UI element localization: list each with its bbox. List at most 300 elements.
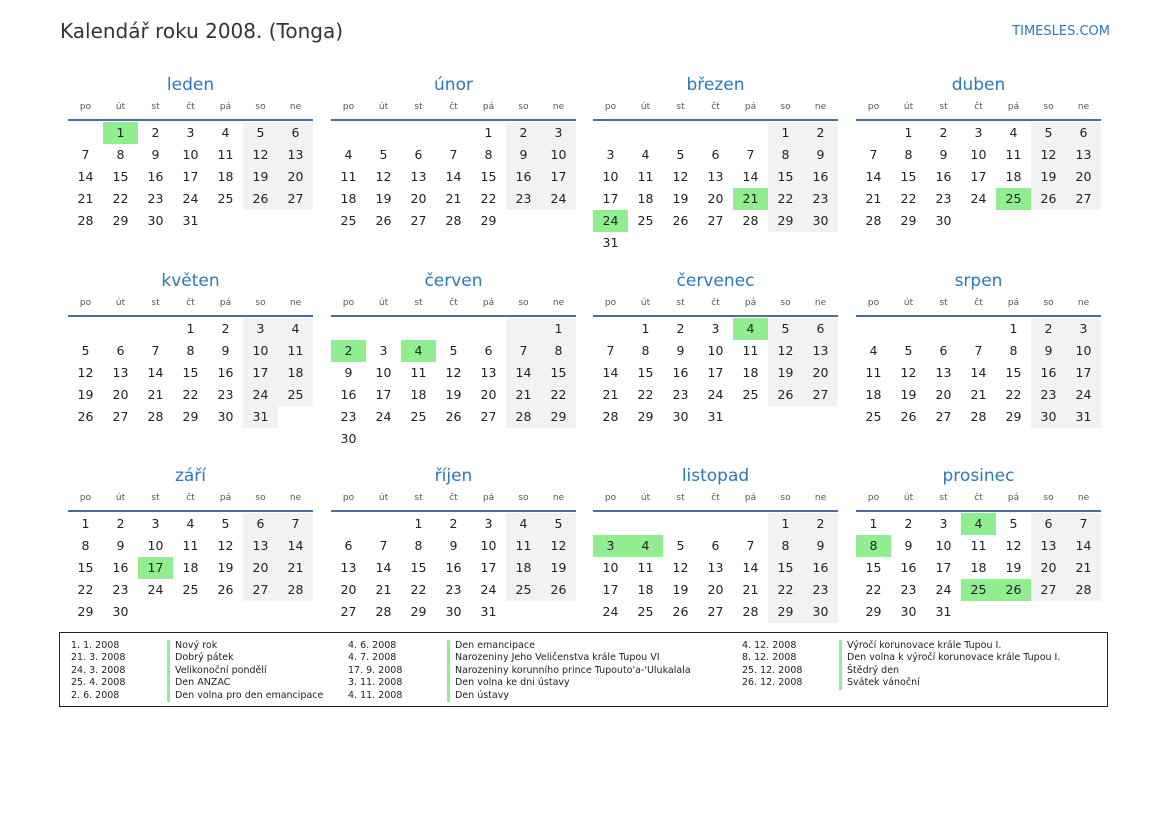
day-cell: 21	[375, 582, 392, 597]
day-cell: 8	[484, 147, 493, 162]
day-cell: 24	[182, 191, 199, 206]
holiday-date: 3. 11. 2008	[348, 677, 403, 689]
empty-day-cell	[208, 210, 243, 232]
day-cell: 15	[410, 560, 427, 575]
weekday-label: so	[255, 298, 266, 308]
day-cell: 31	[707, 409, 724, 424]
day-cell: 18	[182, 560, 199, 575]
day-cell: 10	[1066, 340, 1101, 362]
weekday-label: po	[604, 102, 617, 112]
holiday-date: 17. 9. 2008	[348, 664, 403, 676]
month-10	[331, 464, 576, 623]
empty-day-cell	[663, 122, 698, 144]
month-name: červen	[424, 271, 483, 291]
holiday-day-cell: 4	[628, 535, 663, 557]
empty-day-cell	[996, 210, 1031, 232]
empty-day-cell	[961, 210, 996, 232]
day-cell: 6	[1066, 122, 1101, 144]
day-cell: 27	[480, 409, 497, 424]
day-cell: 29	[865, 604, 882, 619]
weekday-label: so	[780, 493, 791, 503]
day-cell: 14	[602, 365, 619, 380]
day-cell: 15	[768, 557, 803, 579]
day-cell: 1	[414, 516, 423, 531]
day-cell: 29	[410, 604, 427, 619]
empty-day-cell	[856, 318, 891, 340]
empty-day-cell	[366, 513, 401, 535]
day-cell: 21	[865, 191, 882, 206]
day-cell: 3	[606, 147, 615, 162]
day-cell: 11	[278, 340, 313, 362]
day-cell: 16	[803, 557, 838, 579]
day-cell: 7	[379, 538, 388, 553]
month-5	[68, 269, 313, 428]
day-cell: 27	[707, 604, 724, 619]
day-cell: 5	[768, 318, 803, 340]
day-cell: 27	[243, 579, 278, 601]
day-cell: 15	[865, 560, 882, 575]
day-cell: 20	[243, 557, 278, 579]
holiday-name: Výročí korunovace krále Tupou I.	[839, 640, 1001, 652]
weekday-label: čt	[974, 102, 983, 112]
day-cell: 5	[243, 122, 278, 144]
weekday-label: ne	[289, 298, 302, 308]
day-cell: 3	[243, 318, 278, 340]
day-cell: 30	[112, 604, 129, 619]
day-cell: 3	[484, 516, 493, 531]
day-cell: 25	[742, 387, 759, 402]
holiday-date: 4. 6. 2008	[348, 640, 397, 651]
day-cell: 28	[506, 406, 541, 428]
holiday-day-cell: 4	[961, 513, 996, 535]
weekday-label: po	[867, 298, 880, 308]
empty-day-cell	[698, 122, 733, 144]
day-cell: 13	[410, 169, 427, 184]
day-cell: 5	[676, 147, 685, 162]
weekday-label: ne	[1077, 102, 1090, 112]
weekday-label: pá	[1007, 102, 1020, 112]
empty-day-cell	[278, 210, 313, 232]
day-cell: 8	[641, 343, 650, 358]
day-cell: 2	[151, 125, 160, 140]
day-cell: 9	[449, 538, 458, 553]
day-cell: 12	[217, 538, 234, 553]
day-grid	[593, 122, 838, 254]
day-cell: 1	[541, 318, 576, 340]
weekday-label: ne	[289, 493, 302, 503]
holiday-day-cell: 3	[593, 535, 628, 557]
day-cell: 7	[278, 513, 313, 535]
day-cell: 27	[1066, 188, 1101, 210]
day-cell: 2	[803, 122, 838, 144]
holiday-name: Den ústavy	[447, 690, 509, 702]
page-title: Kalendář roku 2008. (Tonga)	[60, 19, 344, 43]
weekday-header	[856, 293, 1101, 317]
month-name: listopad	[681, 466, 750, 486]
day-cell: 29	[480, 213, 497, 228]
month-8	[856, 269, 1101, 428]
day-cell: 14	[970, 365, 987, 380]
day-cell: 28	[375, 604, 392, 619]
weekday-header	[856, 488, 1101, 512]
day-cell: 31	[480, 604, 497, 619]
weekday-header	[593, 488, 838, 512]
day-cell: 11	[1005, 147, 1022, 162]
day-cell: 5	[541, 513, 576, 535]
day-cell: 10	[970, 147, 987, 162]
day-cell: 30	[340, 431, 357, 446]
day-cell: 22	[112, 191, 129, 206]
day-cell: 23	[340, 409, 357, 424]
month-name: říjen	[434, 466, 473, 486]
day-cell: 24	[935, 582, 952, 597]
day-cell: 13	[278, 144, 313, 166]
empty-day-cell	[961, 318, 996, 340]
weekday-label: út	[640, 102, 651, 112]
day-cell: 5	[1009, 516, 1018, 531]
holiday-day-cell: 17	[138, 557, 173, 579]
empty-day-cell	[401, 318, 436, 340]
day-cell: 11	[970, 538, 987, 553]
day-cell: 5	[221, 516, 230, 531]
day-cell: 26	[375, 213, 392, 228]
day-cell: 6	[1031, 513, 1066, 535]
day-cell: 1	[81, 516, 90, 531]
day-cell: 16	[445, 560, 462, 575]
day-cell: 19	[672, 191, 689, 206]
day-cell: 17	[243, 362, 278, 384]
day-grid	[856, 513, 1101, 623]
day-cell: 9	[904, 538, 913, 553]
day-cell: 21	[506, 384, 541, 406]
day-cell: 29	[768, 210, 803, 232]
day-cell: 30	[672, 409, 689, 424]
day-cell: 27	[935, 409, 952, 424]
empty-day-cell	[278, 406, 313, 428]
day-cell: 26	[445, 409, 462, 424]
day-cell: 10	[243, 340, 278, 362]
day-cell: 23	[935, 191, 952, 206]
day-cell: 5	[904, 343, 913, 358]
weekday-label: st	[939, 102, 948, 112]
day-cell: 13	[1066, 144, 1101, 166]
day-cell: 6	[484, 343, 493, 358]
day-cell: 13	[243, 535, 278, 557]
day-cell: 4	[344, 147, 353, 162]
weekday-label: út	[903, 298, 914, 308]
empty-day-cell	[593, 318, 628, 340]
day-cell: 2	[449, 516, 458, 531]
day-cell: 24	[375, 409, 392, 424]
weekday-label: ne	[814, 102, 827, 112]
day-cell: 18	[410, 387, 427, 402]
day-grid	[856, 318, 1101, 428]
day-cell: 31	[935, 604, 952, 619]
empty-day-cell	[961, 601, 996, 623]
day-cell: 14	[865, 169, 882, 184]
day-cell: 29	[182, 409, 199, 424]
weekday-header	[331, 97, 576, 121]
empty-day-cell	[506, 318, 541, 340]
day-cell: 22	[900, 191, 917, 206]
weekday-label: pá	[219, 298, 232, 308]
weekday-label: st	[414, 493, 423, 503]
day-grid	[68, 318, 313, 428]
day-cell: 8	[541, 340, 576, 362]
day-cell: 24	[602, 604, 619, 619]
day-cell: 8	[904, 147, 913, 162]
holiday-day-cell: 2	[331, 340, 366, 362]
day-cell: 16	[340, 387, 357, 402]
day-cell: 11	[217, 147, 234, 162]
day-cell: 16	[1031, 362, 1066, 384]
day-cell: 12	[768, 340, 803, 362]
weekday-label: út	[378, 102, 389, 112]
day-cell: 5	[1031, 122, 1066, 144]
holiday-name: Dobrý pátek	[167, 652, 234, 664]
holiday-date: 26. 12. 2008	[742, 677, 803, 689]
day-cell: 3	[186, 125, 195, 140]
empty-day-cell	[541, 210, 576, 232]
day-cell: 9	[1031, 340, 1066, 362]
day-cell: 8	[81, 538, 90, 553]
weekday-label: po	[604, 298, 617, 308]
weekday-label: st	[676, 102, 685, 112]
weekday-label: čt	[449, 493, 458, 503]
day-cell: 26	[1031, 188, 1066, 210]
weekday-label: st	[151, 298, 160, 308]
weekday-label: pá	[482, 493, 495, 503]
day-cell: 25	[637, 604, 654, 619]
day-cell: 14	[742, 169, 759, 184]
weekday-label: st	[676, 298, 685, 308]
weekday-header	[331, 293, 576, 317]
day-cell: 13	[707, 560, 724, 575]
day-cell: 26	[900, 409, 917, 424]
weekday-label: pá	[219, 493, 232, 503]
holiday-legend	[59, 632, 1108, 707]
day-cell: 4	[1009, 125, 1018, 140]
day-cell: 27	[1031, 579, 1066, 601]
day-cell: 13	[935, 365, 952, 380]
day-cell: 1	[641, 321, 650, 336]
day-cell: 23	[445, 582, 462, 597]
day-cell: 28	[147, 409, 164, 424]
holiday-date: 25. 12. 2008	[742, 664, 803, 676]
empty-day-cell	[768, 406, 803, 428]
day-cell: 22	[410, 582, 427, 597]
day-cell: 20	[707, 582, 724, 597]
weekday-label: so	[518, 493, 529, 503]
empty-day-cell	[593, 513, 628, 535]
empty-day-cell	[278, 601, 313, 623]
holiday-date: 2. 6. 2008	[71, 689, 120, 701]
weekday-label: út	[115, 102, 126, 112]
empty-day-cell	[331, 318, 366, 340]
weekday-label: čt	[186, 102, 195, 112]
empty-day-cell	[803, 232, 838, 254]
month-name: leden	[166, 75, 215, 95]
day-cell: 28	[445, 213, 462, 228]
day-cell: 18	[742, 365, 759, 380]
day-cell: 3	[379, 343, 388, 358]
day-cell: 18	[637, 582, 654, 597]
site-link[interactable]: TIMESLES.COM	[1012, 24, 1110, 39]
day-cell: 10	[480, 538, 497, 553]
empty-day-cell	[733, 406, 768, 428]
day-cell: 27	[707, 213, 724, 228]
day-cell: 21	[602, 387, 619, 402]
day-cell: 28	[278, 579, 313, 601]
weekday-label: st	[151, 102, 160, 112]
holiday-name: Den volna ke dni ústavy	[447, 677, 570, 689]
weekday-header	[331, 488, 576, 512]
day-cell: 29	[112, 213, 129, 228]
weekday-label: st	[414, 298, 423, 308]
day-cell: 9	[506, 144, 541, 166]
day-cell: 1	[1009, 321, 1018, 336]
day-cell: 19	[77, 387, 94, 402]
day-cell: 26	[217, 582, 234, 597]
holiday-date: 4. 7. 2008	[348, 652, 397, 664]
day-cell: 17	[935, 560, 952, 575]
day-cell: 24	[707, 387, 724, 402]
day-cell: 20	[1031, 557, 1066, 579]
day-cell: 11	[182, 538, 199, 553]
day-cell: 20	[410, 191, 427, 206]
holiday-date: 24. 3. 2008	[71, 664, 126, 676]
day-cell: 21	[278, 557, 313, 579]
day-cell: 12	[541, 535, 576, 557]
day-cell: 9	[221, 343, 230, 358]
month-4	[856, 73, 1101, 232]
day-cell: 14	[445, 169, 462, 184]
empty-day-cell	[733, 513, 768, 535]
day-cell: 31	[243, 406, 278, 428]
day-cell: 15	[1005, 365, 1022, 380]
day-cell: 4	[641, 147, 650, 162]
empty-day-cell	[628, 122, 663, 144]
day-cell: 23	[803, 188, 838, 210]
day-cell: 17	[602, 191, 619, 206]
day-cell: 19	[375, 191, 392, 206]
weekday-label: čt	[974, 493, 983, 503]
empty-day-cell	[366, 122, 401, 144]
weekday-label: po	[867, 493, 880, 503]
day-cell: 12	[375, 169, 392, 184]
day-cell: 5	[81, 343, 90, 358]
day-cell: 8	[186, 343, 195, 358]
day-cell: 8	[414, 538, 423, 553]
weekday-label: po	[342, 102, 355, 112]
empty-day-cell	[768, 232, 803, 254]
day-cell: 19	[1031, 166, 1066, 188]
day-cell: 29	[77, 604, 94, 619]
day-cell: 22	[182, 387, 199, 402]
day-cell: 12	[672, 169, 689, 184]
day-cell: 12	[672, 560, 689, 575]
weekday-header	[593, 97, 838, 121]
day-cell: 1	[869, 516, 878, 531]
empty-day-cell	[366, 428, 401, 450]
empty-day-cell	[628, 232, 663, 254]
day-cell: 25	[217, 191, 234, 206]
day-cell: 27	[410, 213, 427, 228]
day-cell: 3	[1066, 318, 1101, 340]
day-cell: 25	[182, 582, 199, 597]
day-cell: 23	[147, 191, 164, 206]
day-cell: 2	[506, 122, 541, 144]
weekday-label: so	[1043, 493, 1054, 503]
day-cell: 7	[1066, 513, 1101, 535]
empty-day-cell	[1066, 601, 1101, 623]
day-cell: 28	[77, 213, 94, 228]
empty-day-cell	[471, 318, 506, 340]
day-cell: 6	[278, 122, 313, 144]
day-cell: 22	[480, 191, 497, 206]
day-cell: 19	[541, 557, 576, 579]
day-cell: 14	[77, 169, 94, 184]
day-cell: 1	[484, 125, 493, 140]
day-cell: 4	[278, 318, 313, 340]
weekday-label: po	[79, 493, 92, 503]
day-cell: 9	[803, 144, 838, 166]
weekday-label: ne	[552, 298, 565, 308]
holiday-day-cell: 26	[996, 579, 1031, 601]
day-cell: 28	[1066, 579, 1101, 601]
day-cell: 19	[768, 362, 803, 384]
empty-day-cell	[1031, 210, 1066, 232]
empty-day-cell	[138, 318, 173, 340]
holiday-day-cell: 25	[996, 188, 1031, 210]
day-cell: 21	[445, 191, 462, 206]
day-cell: 26	[243, 188, 278, 210]
day-cell: 30	[803, 210, 838, 232]
holiday-name: Den volna pro den emancipace	[167, 690, 323, 702]
holiday-date: 25. 4. 2008	[71, 677, 126, 689]
day-cell: 20	[707, 191, 724, 206]
day-cell: 27	[340, 604, 357, 619]
day-cell: 12	[243, 144, 278, 166]
day-cell: 28	[865, 213, 882, 228]
day-cell: 6	[803, 318, 838, 340]
day-cell: 11	[865, 365, 882, 380]
day-cell: 11	[637, 169, 654, 184]
day-cell: 20	[112, 387, 129, 402]
empty-day-cell	[698, 232, 733, 254]
weekday-label: po	[604, 493, 617, 503]
holiday-name: Narozeniny Jeho Veličenstva krále Tupou VI	[447, 652, 660, 664]
day-cell: 8	[1009, 343, 1018, 358]
holiday-name: Svátek vánoční	[839, 677, 920, 689]
day-grid	[68, 513, 313, 623]
day-cell: 23	[506, 188, 541, 210]
day-cell: 13	[1031, 535, 1066, 557]
empty-day-cell	[628, 513, 663, 535]
day-cell: 23	[900, 582, 917, 597]
weekday-label: pá	[744, 298, 757, 308]
day-cell: 22	[77, 582, 94, 597]
day-cell: 20	[1066, 166, 1101, 188]
empty-day-cell	[331, 513, 366, 535]
day-grid	[593, 513, 838, 623]
weekday-label: út	[378, 493, 389, 503]
day-cell: 17	[541, 166, 576, 188]
month-9	[68, 464, 313, 623]
day-cell: 17	[602, 582, 619, 597]
weekday-label: st	[414, 102, 423, 112]
empty-day-cell	[541, 601, 576, 623]
